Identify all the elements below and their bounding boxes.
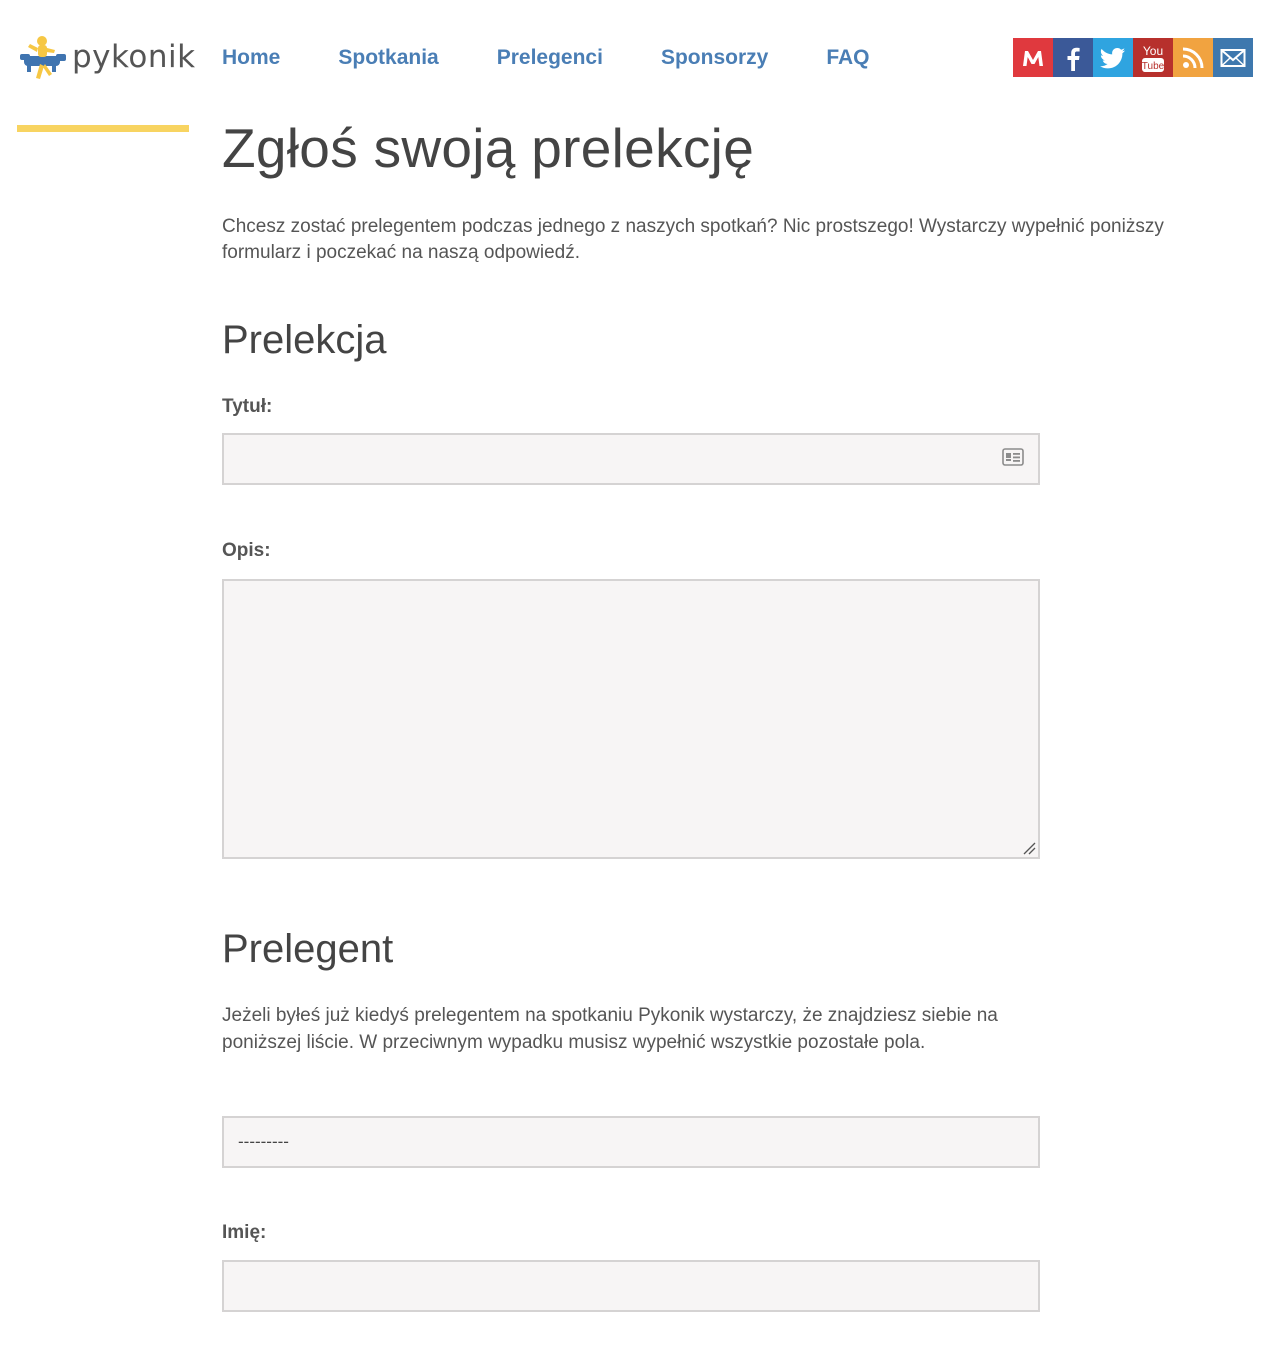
pykonik-logo-icon [18,34,70,84]
social-links [1013,38,1253,77]
mail-icon[interactable] [1213,38,1253,77]
speaker-section-heading: Prelegent [222,927,394,971]
resize-handle-icon[interactable] [1022,841,1036,855]
page-title: Zgłoś swoją prelekcję [222,117,755,179]
youtube-icon[interactable] [1133,38,1173,77]
twitter-icon[interactable] [1093,38,1133,77]
first-name-input[interactable] [222,1260,1040,1312]
rss-icon[interactable] [1173,38,1213,77]
logo-text: pykonik [72,39,196,75]
nav-spotkania[interactable]: Spotkania [338,46,439,69]
logo-underline [17,125,189,132]
existing-speaker-select[interactable] [222,1116,1040,1168]
title-field-wrapper [222,433,1040,485]
speaker-section-description: Jeżeli byłeś już kiedyś prelegentem na spotkaniu Pykonik wystarczy, że znajdziesz siebie na poniższej liście. W przeciwnym wypadku musisz wypełnić wszystkie pozostałe pola. [222,1005,998,1053]
svg-text:You: You [1142,43,1164,58]
site-logo[interactable] [18,32,196,86]
contact-card-icon[interactable] [1002,448,1024,466]
title-input[interactable] [222,433,1040,485]
title-label: Tytuł: [222,396,273,417]
facebook-icon[interactable] [1053,38,1093,77]
nav-faq[interactable]: FAQ [826,46,870,69]
first-name-label: Imię: [222,1222,267,1243]
main-content [222,108,1212,1243]
select-value: --------- [238,1132,289,1151]
description-textarea[interactable] [222,579,1040,859]
main-nav [222,42,869,74]
talk-section-heading: Prelekcja [222,318,387,362]
nav-prelegenci[interactable]: Prelegenci [496,46,603,69]
svg-text:Tube: Tube [1141,60,1165,72]
nav-sponsorzy[interactable]: Sponsorzy [660,46,769,69]
intro-text: Chcesz zostać prelegentem podczas jednego z naszych spotkań? Nic prostszego! Wystarczy wypełnić poniższy formularz i poczekać na naszą odpowiedź. [222,216,1164,263]
nav-home[interactable]: Home [222,46,281,69]
meetup-icon[interactable] [1013,38,1053,77]
description-label: Opis: [222,540,271,561]
